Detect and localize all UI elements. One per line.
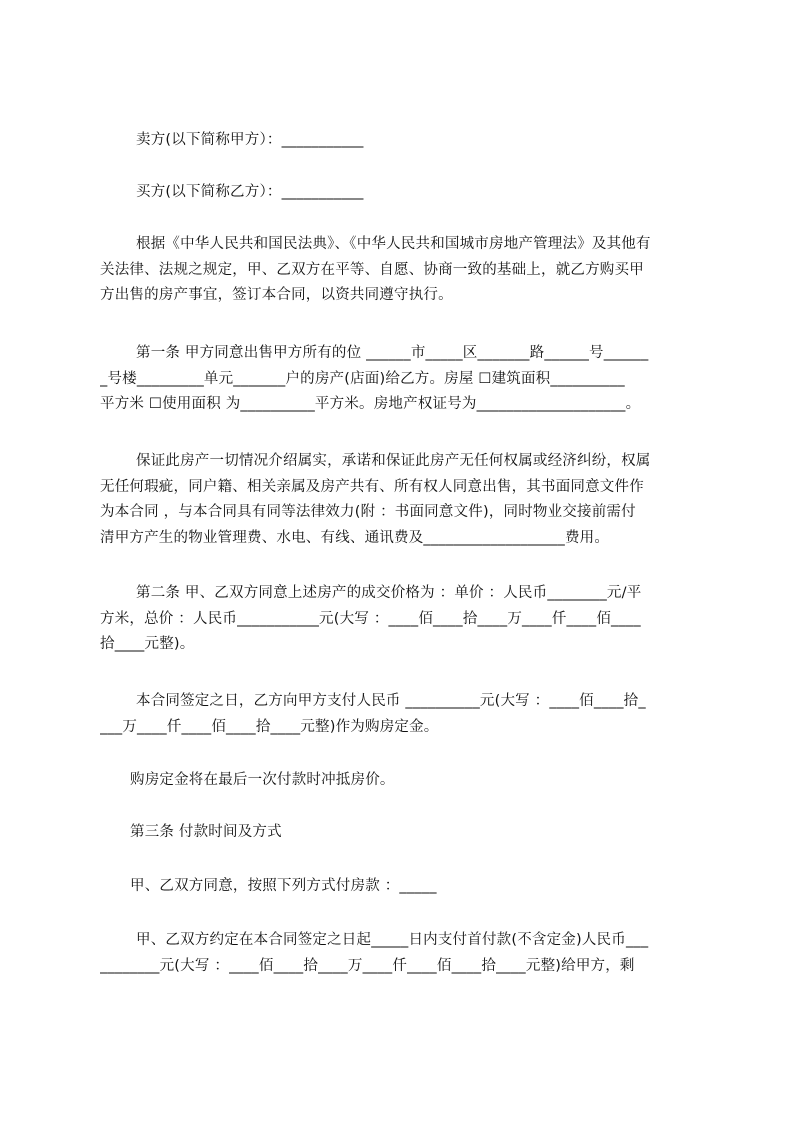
article-1-line: _号楼_________单元_______户的房产(店面)给乙方。房屋 ☐建筑面积__________ <box>100 370 625 387</box>
intro-line: 关法律、法规之规定，甲、乙双方在平等、自愿、协商一致的基础上，就乙方购买甲 <box>100 261 644 278</box>
deposit-note <box>100 768 732 794</box>
seller-line <box>100 128 738 154</box>
article-2-line: 拾____元整)。 <box>100 636 195 652</box>
article-1-paragraph <box>100 341 702 418</box>
first-payment-line: ________元(大写 ：____佰____拾____万____仟____佰____拾____元整)给甲方，剩 <box>100 957 635 974</box>
seller-text: 卖方(以下简称甲方）：___________ <box>136 132 364 148</box>
guarantee-line: 清甲方产生的物业管理费、水电、有线、通讯费及___________________费用。 <box>100 529 610 546</box>
first-payment-paragraph <box>100 928 702 979</box>
deposit-line: ___万____仟____佰____拾____元整)作为购房定金。 <box>100 718 439 735</box>
deposit-paragraph <box>100 689 702 740</box>
article-2-line: 第二条 甲、乙双方同意上述房产的成交价格为 ：单价 ：人民币________元/平 <box>136 585 642 601</box>
buyer-text: 买方(以下简称乙方）：___________ <box>136 184 364 200</box>
intro-line: 根据《中华人民共和国民法典》、《中华人民共和国城市房地产管理法》及其他有 <box>136 236 651 252</box>
deposit-note-text: 购房定金将在最后一次付款时冲抵房价。 <box>130 772 395 788</box>
buyer-line <box>100 180 738 206</box>
article-1-line: 第一条 甲方同意出售甲方所有的位 ______市_____区_______路______号______ <box>136 345 649 361</box>
guarantee-line: 保证此房产一切情况介绍属实，承诺和保证此房产无任何权属或经济纠纷，权属 <box>136 453 651 469</box>
payment-agreement-text: 甲、乙双方同意，按照下列方式付房款 ：_____ <box>130 878 437 894</box>
intro-line: 方出售的房产事宜，签订本合同，以资共同遵守执行。 <box>100 287 453 303</box>
deposit-line: 本合同签定之日，乙方向甲方支付人民币 __________元(大写 ：____佰____拾_ <box>136 693 646 709</box>
article-2-line: 方米，总价 ：人民币___________元(大写 ：____佰____拾____万____仟____佰____ <box>100 610 641 627</box>
first-payment-line: 甲、乙双方约定在本合同签定之日起_____日内支付首付款(不含定金)人民币___ <box>136 932 649 948</box>
intro-paragraph <box>100 232 702 309</box>
guarantee-line: 为本合同 ，与本合同具有同等法律效力(附 ：书面同意文件)，同时物业交接前需付 <box>100 504 636 520</box>
payment-agreement <box>100 874 732 900</box>
article-2-paragraph <box>100 581 702 658</box>
article-1-line: 平方米 ☐使用面积 为__________平方米。房地产权证号为____________________。 <box>100 396 641 412</box>
article-3-title-text: 第三条 付款时间及方式 <box>130 824 282 840</box>
guarantee-line: 无任何瑕疵，同户籍、相关亲属及房产共有、所有权人同意出售，其书面同意文件作 <box>100 478 644 495</box>
article-3-title <box>100 820 732 846</box>
guarantee-paragraph <box>100 449 702 551</box>
